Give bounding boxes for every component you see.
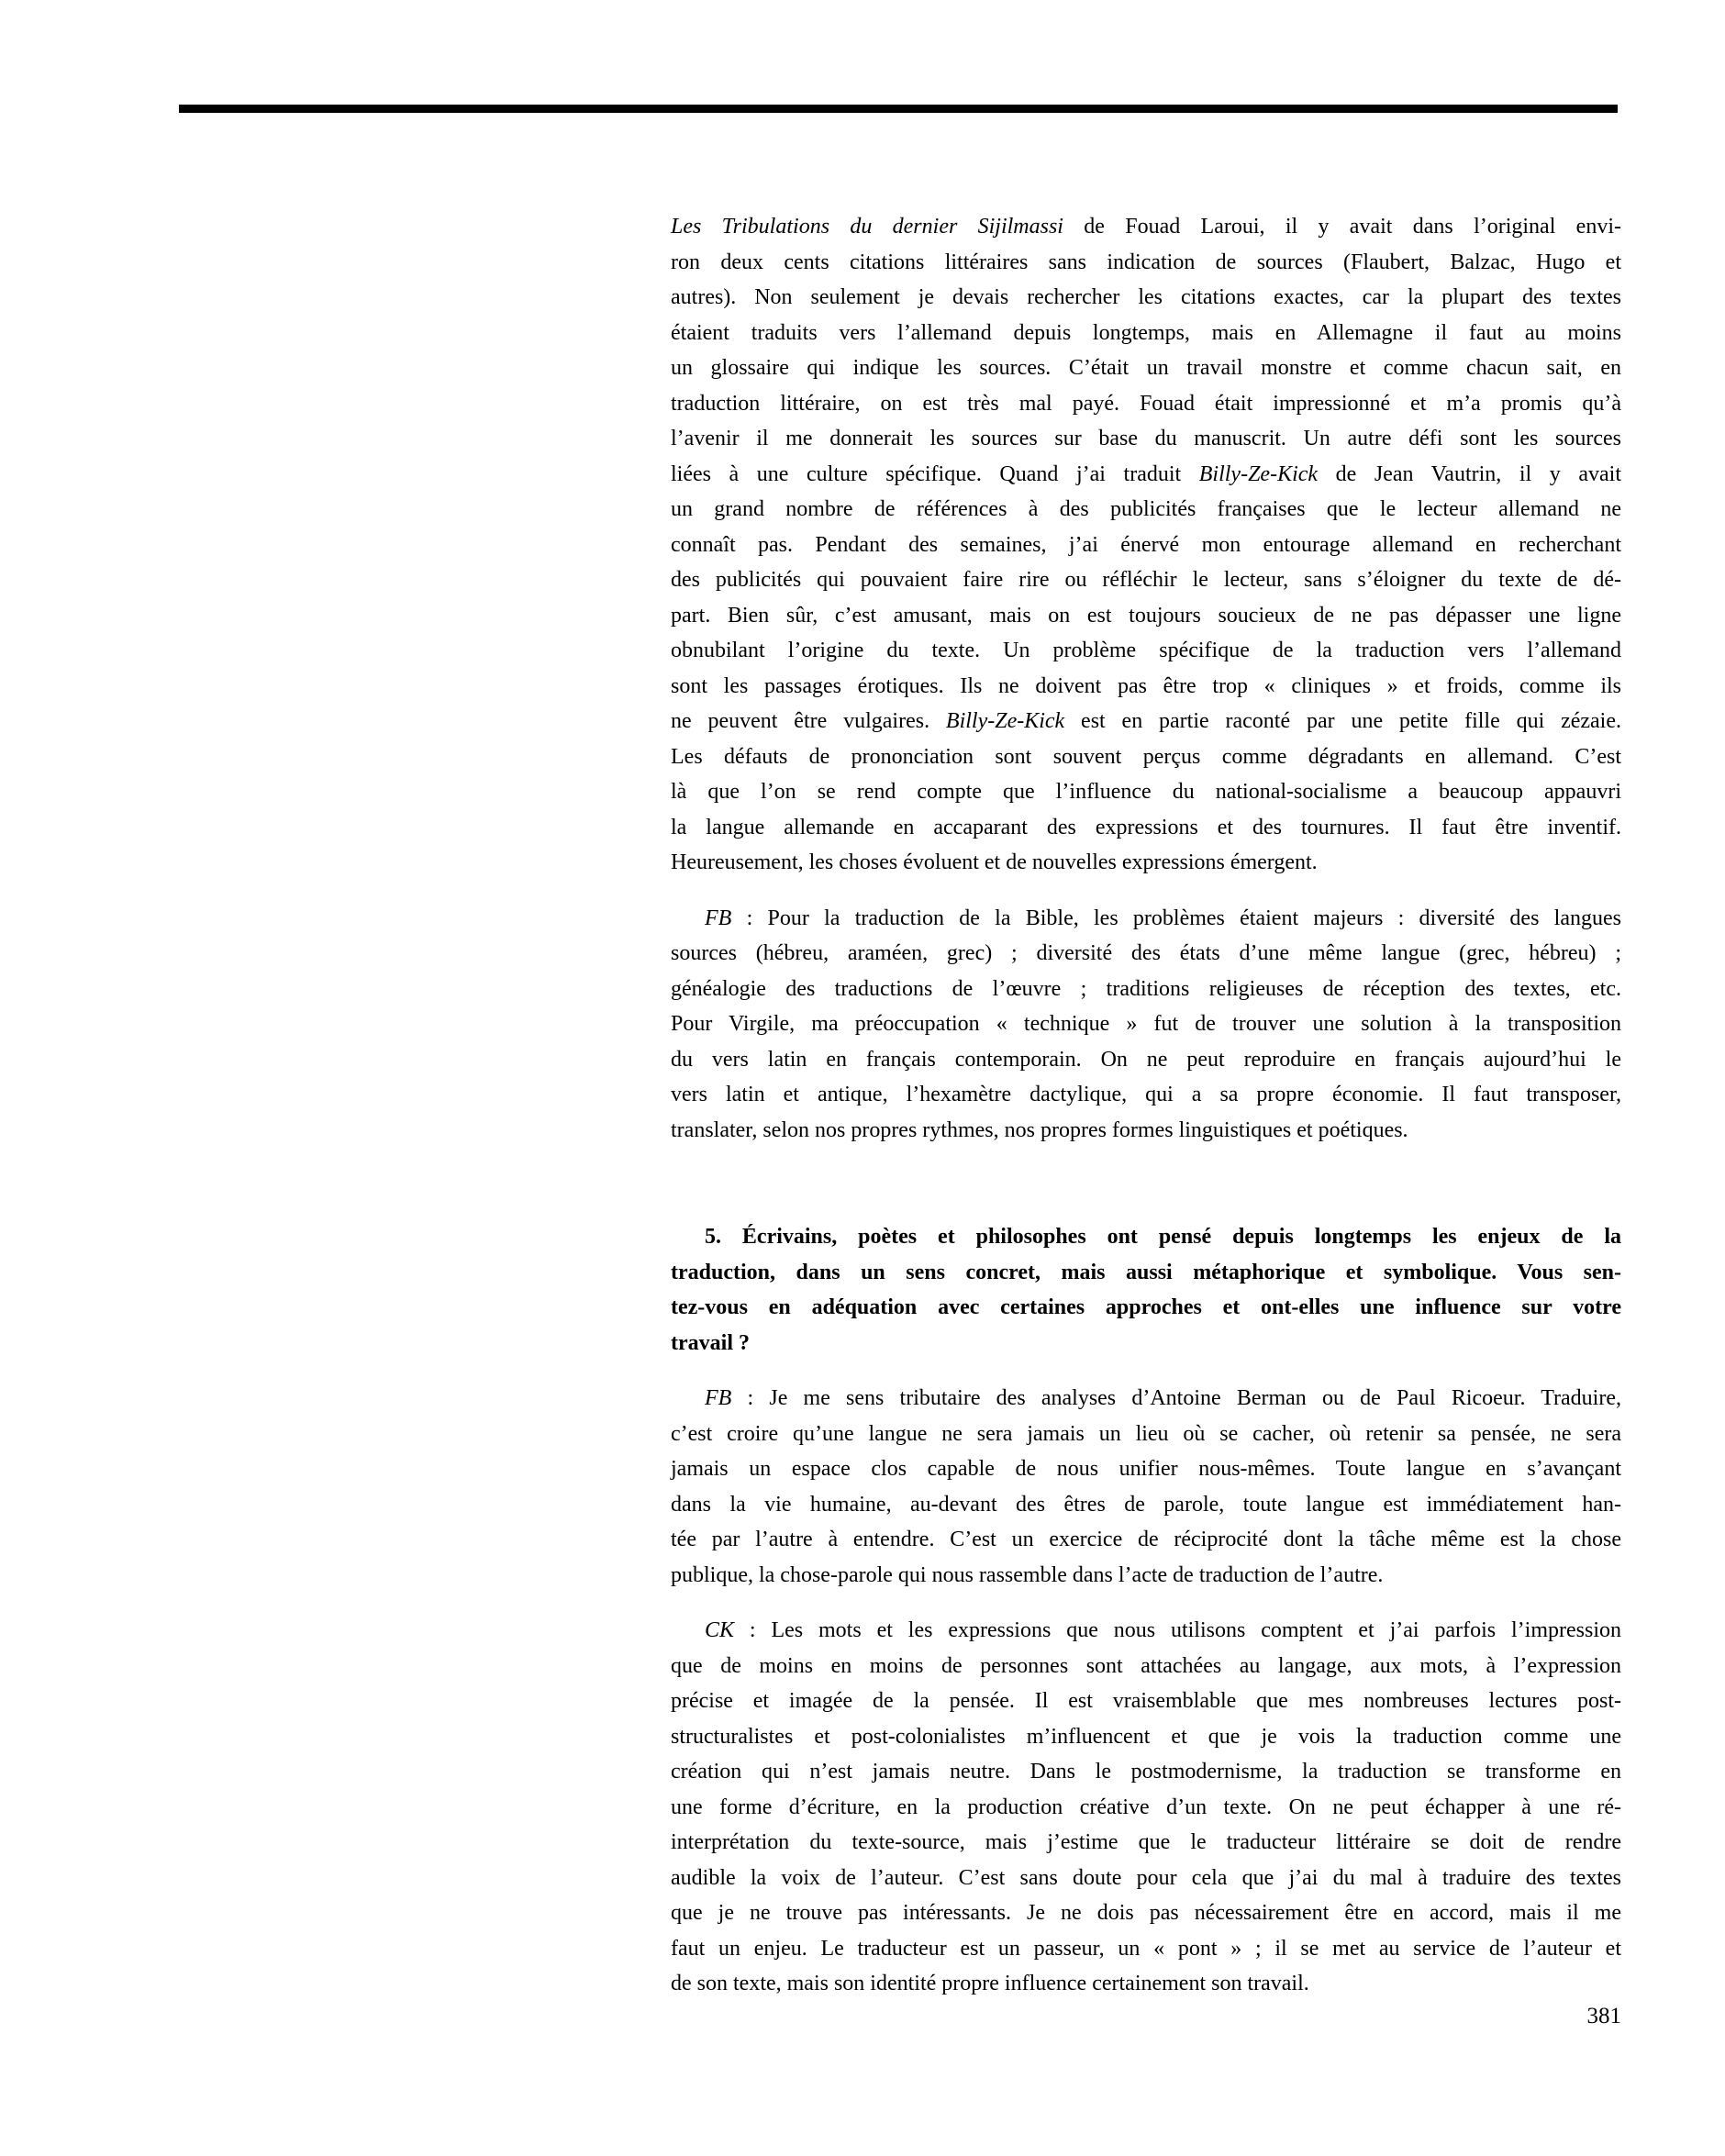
text-line: jamais un espace clos capable de nous unifier nous-mêmes. Toute langue en s’avançant [671, 1457, 1621, 1481]
text-line: tez-vous en adéquation avec certaines approches et ont-elles une influence sur votre [671, 1295, 1621, 1319]
body-paragraph [671, 901, 1621, 1149]
text-line: 5. Écrivains, poètes et philosophes ont pensé depuis longtemps les enjeux de la [705, 1225, 1621, 1249]
text-line: que je ne trouve pas intéressants. Je ne dois pas nécessairement être en accord, mais il me [671, 1901, 1621, 1925]
text-line: généalogie des traductions de l’œuvre ; traditions religieuses de réception des textes, etc. [671, 976, 1621, 1001]
text-line: publique, la chose-parole qui nous rassemble dans l’acte de traduction de l’autre. [671, 1562, 1384, 1587]
text-line: là que l’on se rend compte que l’influence du national-socialisme a beaucoup appauvri [671, 780, 1621, 804]
text-line: FB : Je me sens tributaire des analyses d’Antoine Berman ou de Paul Ricoeur. Traduire, [705, 1386, 1621, 1410]
text-line: des publicités qui pouvaient faire rire ou réfléchir le lecteur, sans s’éloigner du texte de dé- [671, 568, 1621, 592]
text-line: liées à une culture spécifique. Quand j’ai traduit Billy-Ze-Kick de Jean Vautrin, il y avait [671, 461, 1621, 486]
text-line: de son texte, mais son identité propre influence certainement son travail. [671, 1972, 1309, 1995]
text-column [671, 209, 1621, 2002]
text-line: c’est croire qu’une langue ne sera jamais un lieu où se cacher, où retenir sa pensée, ne sera [671, 1421, 1621, 1446]
text-line: sources (hébreu, araméen, grec) ; diversité des états d’une même langue (grec, hébreu) ; [671, 941, 1621, 965]
text-line: part. Bien sûr, c’est amusant, mais on est toujours soucieux de ne pas dépasser une ligne [671, 603, 1621, 628]
page-number: 381 [1586, 2004, 1621, 2028]
text-line: obnubilant l’origine du texte. Un problème spécifique de la traduction vers l’allemand [671, 639, 1621, 662]
text-line: interprétation du texte-source, mais j’estime que le traducteur littéraire se doit de rendre [671, 1830, 1621, 1854]
text-line: Pour Virgile, ma préoccupation « technique » fut de trouver une solution à la transposition [671, 1012, 1621, 1036]
text-line: une forme d’écriture, en la production créative d’un texte. On ne peut échapper à une ré- [671, 1795, 1621, 1819]
text-line: création qui n’est jamais neutre. Dans le postmodernisme, la traduction se transforme en [671, 1760, 1621, 1784]
text-line: étaient traduits vers l’allemand depuis longtemps, mais en Allemagne il faut au moins [671, 320, 1621, 345]
text-line: Les Tribulations du dernier Sijilmassi de Fouad Laroui, il y avait dans l’original envi- [671, 215, 1621, 239]
text-line: connaît pas. Pendant des semaines, j’ai énervé mon entourage allemand en recherchant [671, 532, 1621, 557]
text-line: vers latin et antique, l’hexamètre dactylique, qui a sa propre économie. Il faut transposer, [671, 1083, 1621, 1106]
text-line: un glossaire qui indique les sources. C’était un travail monstre et comme chacun sait, en [671, 356, 1621, 380]
text-line: audible la voix de l’auteur. C’est sans doute pour cela que j’ai du mal à traduire des textes [671, 1865, 1621, 1890]
text-line: ne peuvent être vulgaires. Billy-Ze-Kick est en partie raconté par une petite fille qui zézaie. [671, 709, 1621, 733]
text-line: Les défauts de prononciation sont souvent perçus comme dégradants en allemand. C’est [671, 744, 1621, 769]
text-line: du vers latin en français contemporain. On ne peut reproduire en français aujourd’hui le [671, 1047, 1621, 1072]
body-paragraph [671, 1381, 1621, 1593]
text-line: la langue allemande en accaparant des expressions et des tournures. Il faut être inventif. [671, 815, 1621, 839]
text-line: faut un enjeu. Le traducteur est un passeur, un « pont » ; il se met au service de l’auteur et [671, 1936, 1621, 1961]
text-line: un grand nombre de références à des publicités françaises que le lecteur allemand ne [671, 497, 1621, 521]
text-line: que de moins en moins de personnes sont attachées au langage, aux mots, à l’expression [671, 1653, 1621, 1678]
text-line: dans la vie humaine, au-devant des êtres de parole, toute langue est immédiatement han- [671, 1492, 1621, 1517]
text-line: ron deux cents citations littéraires sans indication de sources (Flaubert, Balzac, Hugo et [671, 250, 1621, 274]
top-rule [179, 105, 1618, 113]
body-paragraph [671, 209, 1621, 881]
text-line: translater, selon nos propres rythmes, nos propres formes linguistiques et poétiques. [671, 1117, 1408, 1142]
text-line: traduction, dans un sens concret, mais aussi métaphorique et symbolique. Vous sen- [671, 1260, 1621, 1284]
text-line: structuralistes et post-colonialistes m’influencent et que je vois la traduction comme une [671, 1724, 1621, 1749]
text-line: FB : Pour la traduction de la Bible, les problèmes étaient majeurs : diversité des langues [705, 906, 1621, 930]
text-line: travail ? [671, 1330, 750, 1355]
text-line: autres). Non seulement je devais rechercher les citations exactes, car la plupart des textes [671, 285, 1621, 309]
text-line: l’avenir il me donnerait les sources sur base du manuscrit. Un autre défi sont les sources [671, 427, 1621, 450]
text-line: Heureusement, les choses évoluent et de nouvelles expressions émergent. [671, 850, 1318, 874]
text-line: traduction littéraire, on est très mal payé. Fouad était impressionné et m’a promis qu’à [671, 391, 1621, 416]
text-line: précise et imagée de la pensée. Il est vraisemblable que mes nombreuses lectures post- [671, 1689, 1621, 1713]
text-line: sont les passages érotiques. Ils ne doivent pas être trop « cliniques » et froids, comme ils [671, 673, 1621, 698]
body-paragraph [671, 1613, 1621, 2002]
text-line: tée par l’autre à entendre. C’est un exercice de réciprocité dont la tâche même est la chose [671, 1528, 1621, 1551]
text-line: CK : Les mots et les expressions que nous utilisons comptent et j’ai parfois l’impression [705, 1618, 1621, 1642]
question-paragraph [671, 1219, 1621, 1361]
